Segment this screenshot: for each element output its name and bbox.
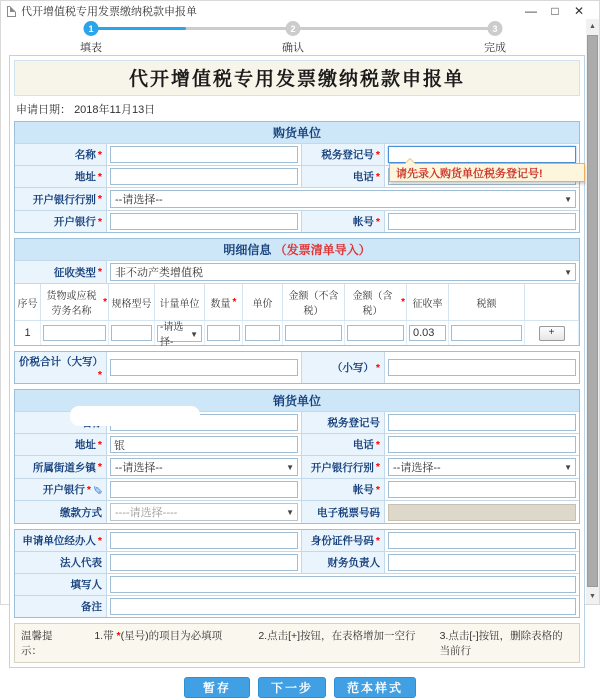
apply-date-label: 申请日期： bbox=[16, 104, 71, 116]
seller-address-label: 地址 * bbox=[15, 434, 107, 455]
apply-date-line bbox=[14, 99, 580, 121]
col-actions bbox=[525, 284, 579, 321]
buyer-bank-type-label: 开户银行行别 * bbox=[15, 188, 107, 210]
buyer-address-label: 地址 * bbox=[15, 166, 107, 187]
form-title: 代开增值税专用发票缴纳税款申报单 bbox=[14, 60, 580, 96]
minimize-button[interactable]: — bbox=[525, 4, 537, 18]
buyer-account-label: 帐号 * bbox=[301, 211, 385, 232]
seller-account-label: 帐号 * bbox=[301, 479, 385, 500]
temp-save-button[interactable]: 暂存 bbox=[184, 677, 250, 698]
col-rate: 征收率 bbox=[407, 284, 449, 321]
redaction-mark bbox=[113, 556, 253, 568]
total-lower-input[interactable] bbox=[388, 359, 576, 376]
buyer-section bbox=[14, 121, 580, 233]
apply-date-value: 2018年11月13日 bbox=[74, 104, 156, 116]
detail-table-row bbox=[15, 321, 579, 348]
rate-input[interactable] bbox=[409, 325, 446, 341]
tips-label: 温馨提示： bbox=[21, 630, 53, 657]
seller-phone-input[interactable] bbox=[388, 436, 576, 453]
template-style-button[interactable]: 范本样式 bbox=[334, 677, 416, 698]
col-tax: 税额 bbox=[449, 284, 525, 321]
etax-number-input bbox=[388, 504, 576, 521]
buyer-taxreg-input[interactable] bbox=[388, 146, 576, 163]
buyer-bank-type-select[interactable]: --请选择-- ▼ bbox=[110, 190, 576, 208]
amount-inctax-input[interactable] bbox=[347, 325, 404, 341]
seller-bank-input[interactable] bbox=[110, 481, 298, 498]
seller-street-label: 所属街道乡镇 * bbox=[15, 456, 107, 478]
levy-type-label: 征收类型 * bbox=[15, 261, 107, 283]
legal-rep-label: 法人代表 bbox=[15, 552, 107, 573]
agent-label: 申请单位经办人 * bbox=[15, 530, 107, 551]
chevron-down-icon: ▼ bbox=[564, 463, 572, 472]
chevron-down-icon: ▼ bbox=[286, 508, 294, 517]
scrollbar-thumb[interactable] bbox=[587, 35, 598, 587]
remark-label: 备注 bbox=[15, 596, 107, 617]
stepper-progress bbox=[91, 27, 186, 30]
buyer-name-input[interactable] bbox=[110, 146, 298, 163]
filler-label: 填写人 bbox=[15, 574, 107, 595]
step-1-label: 填表 bbox=[80, 42, 102, 54]
qty-input[interactable] bbox=[207, 325, 240, 341]
detail-table-header bbox=[15, 284, 579, 321]
buyer-taxreg-label: 税务登记号 * bbox=[301, 144, 385, 165]
buyer-bank-label: 开户银行 * bbox=[15, 211, 107, 232]
seller-bank-type-label: 开户银行行别 * bbox=[301, 456, 385, 478]
seller-bank-type-select[interactable]: --请选择-- ▼ bbox=[388, 458, 576, 476]
document-icon bbox=[7, 6, 16, 17]
total-lower-label: （小写） * bbox=[301, 352, 385, 383]
chevron-down-icon: ▼ bbox=[564, 268, 572, 277]
add-row-button[interactable]: + bbox=[539, 326, 565, 341]
next-step-button[interactable]: 下一步 bbox=[258, 677, 326, 698]
detail-section-header: 明细信息 （发票清单导入） bbox=[15, 239, 579, 260]
tips-bar bbox=[14, 623, 580, 663]
col-qty: 数量 * bbox=[205, 284, 243, 321]
unit-select[interactable]: -请选择- ▼ bbox=[157, 325, 202, 342]
filler-input[interactable] bbox=[110, 576, 576, 593]
goods-name-input[interactable] bbox=[43, 325, 106, 341]
total-upper-label: 价税合计（大写） * bbox=[15, 352, 107, 383]
detail-section bbox=[14, 238, 580, 346]
total-section bbox=[14, 351, 580, 384]
spec-input[interactable] bbox=[111, 325, 152, 341]
tip-1: 1.带 *(星号)的项目为必填项 bbox=[94, 630, 223, 642]
step-2-label: 确认 bbox=[282, 42, 304, 54]
finance-label: 财务负责人 bbox=[301, 552, 385, 573]
tax-input[interactable] bbox=[451, 325, 522, 341]
form-content bbox=[9, 55, 585, 668]
close-button[interactable]: ✕ bbox=[573, 4, 585, 18]
redaction-mark bbox=[123, 438, 248, 450]
buyer-phone-label: 电话 * bbox=[301, 166, 385, 187]
buyer-name-label: 名称 * bbox=[15, 144, 107, 165]
maximize-button[interactable]: □ bbox=[551, 4, 559, 18]
col-spec: 规格型号 bbox=[109, 284, 155, 321]
seller-bank-label: 开户银行 * ✎ bbox=[15, 479, 107, 500]
levy-type-select[interactable]: 非不动产类增值税 ▼ bbox=[110, 263, 576, 281]
buyer-section-header: 购货单位 bbox=[15, 122, 579, 143]
chevron-down-icon: ▼ bbox=[190, 329, 198, 339]
contact-section bbox=[14, 529, 580, 618]
buyer-account-input[interactable] bbox=[388, 213, 576, 230]
payment-method-select[interactable]: ----请选择---- ▼ bbox=[110, 503, 298, 521]
step-1-dot: 1 bbox=[84, 21, 99, 36]
amount-extax-input[interactable] bbox=[285, 325, 342, 341]
buyer-address-input[interactable] bbox=[110, 168, 298, 185]
chevron-down-icon: ▼ bbox=[286, 463, 294, 472]
wizard-stepper bbox=[1, 19, 599, 55]
col-amount-extax: 金额（不含税） bbox=[283, 284, 345, 321]
action-button-bar bbox=[1, 677, 599, 698]
seller-street-select[interactable]: --请选择-- ▼ bbox=[110, 458, 298, 476]
scroll-up-icon[interactable]: ▲ bbox=[586, 19, 599, 34]
seller-section bbox=[14, 389, 580, 524]
chevron-down-icon: ▼ bbox=[564, 195, 572, 204]
tip-2: 2.点击[+]按钮，在表格增加一空行 bbox=[258, 630, 416, 642]
col-unit: 计量单位 bbox=[155, 284, 205, 321]
col-amount-inctax: 金额（含税） * bbox=[345, 284, 407, 321]
agent-input[interactable] bbox=[110, 532, 298, 549]
seller-section-header: 销货单位 bbox=[15, 390, 579, 411]
col-price: 单价 bbox=[243, 284, 283, 321]
id-number-label: 身份证件号码 * bbox=[301, 530, 385, 551]
step-3-label: 完成 bbox=[484, 42, 506, 54]
step-3-dot: 3 bbox=[488, 21, 503, 36]
price-input[interactable] bbox=[245, 325, 280, 341]
seller-account-input[interactable] bbox=[388, 481, 576, 498]
seller-phone-label: 电话 * bbox=[301, 434, 385, 455]
redaction-mark bbox=[445, 415, 540, 429]
finance-input[interactable] bbox=[388, 554, 576, 571]
total-upper-input[interactable] bbox=[110, 359, 298, 376]
buyer-bank-input[interactable] bbox=[110, 213, 298, 230]
remark-input[interactable] bbox=[110, 598, 576, 615]
etax-number-label: 电子税票号码 bbox=[301, 501, 385, 523]
invoice-import-link[interactable]: （发票清单导入） bbox=[274, 243, 371, 257]
step-2-dot: 2 bbox=[286, 21, 301, 36]
col-index: 序号 bbox=[15, 284, 41, 321]
id-number-input[interactable] bbox=[388, 532, 576, 549]
payment-method-label: 缴款方式 bbox=[15, 501, 107, 523]
titlebar bbox=[1, 1, 599, 19]
tip-3: 3.点击[-]按钮，删除表格的当前行 bbox=[439, 630, 563, 657]
scroll-down-icon[interactable]: ▼ bbox=[586, 589, 599, 604]
redaction-mark bbox=[70, 406, 200, 426]
window-title: 代开增值税专用发票缴纳税款申报单 bbox=[21, 6, 197, 18]
seller-taxreg-label: 税务登记号 bbox=[301, 412, 385, 433]
validation-tooltip: 请先录入购货单位税务登记号! bbox=[389, 163, 585, 182]
edit-pencil-icon[interactable]: ✎ bbox=[89, 484, 104, 495]
vertical-scrollbar[interactable] bbox=[586, 19, 599, 604]
col-goods-name: 货物或应税劳务名称 * bbox=[41, 284, 109, 321]
row-index: 1 bbox=[15, 321, 41, 345]
